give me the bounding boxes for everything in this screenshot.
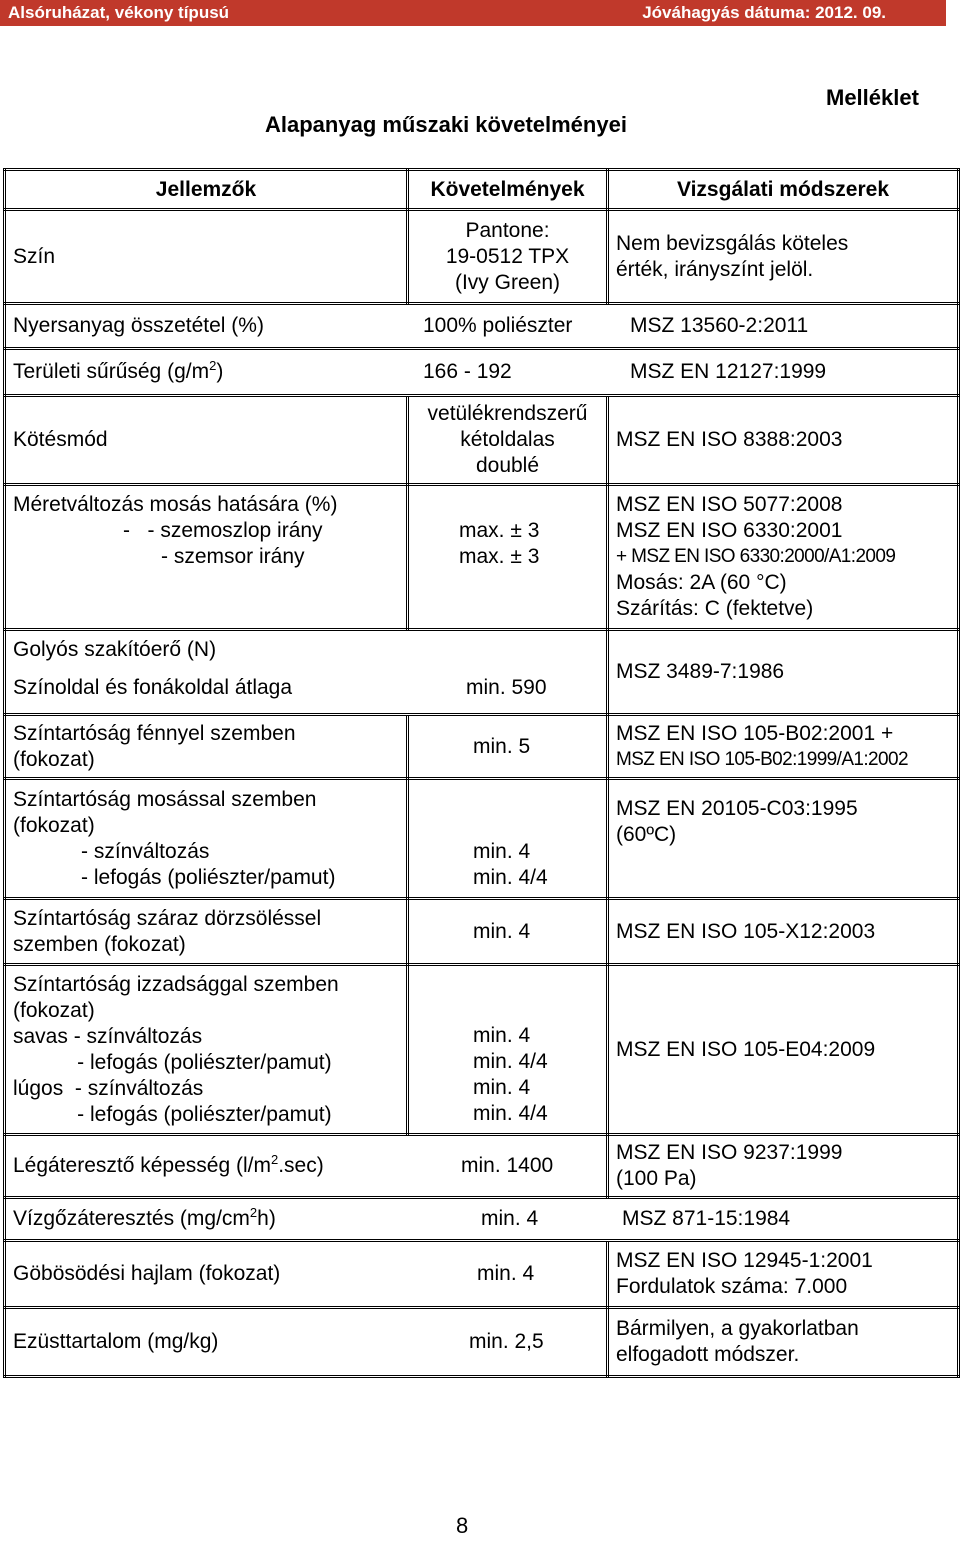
annex-label: Melléklet [826,85,919,110]
method-cell: MSZ EN ISO 105-B02:2001 + MSZ EN ISO 105-B02:1999/A1:2002 [608,715,959,779]
property-cell: Területi sűrűség $(g/m^2)$ [13,358,224,383]
requirement-cell: min. 4 [481,1207,539,1230]
method-cell: MSZ EN 12127:1999 [630,360,827,383]
property-cell: Vízgőzáteresztés $(mg/cm^2h)$ [13,1205,276,1230]
requirement-cell: min. 4 [477,1262,535,1285]
page-title: Alapanyag műszaki követelményei [265,112,627,137]
requirement-cell: min. 4 min. 4/4 [408,779,608,899]
requirement-cell: 100% poliészter [423,314,573,337]
table-row-bursting-strength [5,630,959,715]
header-approval-date: Jóváhagyás dátuma: 2012. 09. [642,3,886,22]
method-cell: MSZ EN ISO 9237:1999 (100 Pa) [608,1135,959,1198]
property-cell: Színtartóság száraz dörzsöléssel szemben (fokozat) [5,899,408,965]
property-cell: Méretváltozás mosás hatására (%) - - szemoszlop irány - szemsor irány [5,485,408,630]
property-cell: Színtartóság izzadsággal szemben (fokozat) savas - színváltozás - lefogás (poliészter/pamut) lúgos - színváltozás - lefogás (poliészter/pamut) [5,965,408,1135]
method-cell: MSZ EN ISO 5077:2008 MSZ EN ISO 6330:2001 + MSZ EN ISO 6330:2000/A1:2009 Mosás: 2A (60 °C) Szárítás: C (fektetve) [608,485,959,630]
table-header-row [5,170,959,210]
method-cell: MSZ EN 20105-C03:1995 (60ºC) [608,779,959,899]
table-row-silver-content [5,1308,959,1377]
requirement-cell: min. 1400 [461,1154,554,1177]
table-row-composition [5,304,959,349]
requirement-cell: min. 2,5 [469,1330,544,1353]
property-cell: Göbösödési hajlam (fokozat) min. 4 [5,1241,608,1308]
method-cell: Bármilyen, a gyakorlatban elfogadott módszer. [608,1308,959,1377]
method-cell: MSZ EN ISO 105-X12:2003 [608,899,959,965]
table-row-water-vapour [5,1198,959,1241]
header-document-title: Alsóruházat, vékony típusú [8,3,230,22]
property-cell: Színtartóság fénnyel szemben (fokozat) [5,715,408,779]
table-row-wash-fastness [5,779,959,899]
requirements-table [3,168,960,1378]
requirement-cell: min. 590 [466,676,547,699]
table-row-rub-fastness [5,899,959,965]
property-cell: Szín [5,210,408,304]
property-cell: Színtartóság mosással szemben (fokozat) - színváltozás - lefogás (poliészter/pamut) [5,779,408,899]
table-row-pilling [5,1241,959,1308]
property-cell: Golyós szakítóerő (N) Színoldal és fonákoldal átlaga min. 590 [5,630,608,715]
method-cell: Nem bevizsgálás köteles érték, irányszínt jelöl. [608,210,959,304]
method-cell: MSZ 3489-7:1986 [608,630,959,715]
requirement-cell: min. 4 [408,899,608,965]
table-row-light-fastness [5,715,959,779]
property-cell: Légáteresztő képesség $(l/m^2.\sec)$ min. 1400 [5,1135,608,1198]
density-row-cell [5,349,959,396]
column-header-requirements: Követelmények [408,170,608,210]
column-header-test-methods: Vizsgálati módszerek [608,170,959,210]
property-cell: Nyersanyag összetétel (%) [13,314,264,337]
table-row-areal-density [5,349,959,396]
requirement-cell: max. ± 3 max. ± 3 [408,485,608,630]
method-cell: MSZ 13560-2:2011 [630,314,809,337]
table-row-dimensional-change [5,485,959,630]
method-cell: MSZ EN ISO 105-E04:2009 [608,965,959,1135]
table-row-air-permeability [5,1135,959,1198]
property-cell: Ezüsttartalom (mg/kg) min. 2,5 [5,1308,608,1377]
method-cell: MSZ EN ISO 8388:2003 [608,396,959,485]
table-row-knit-type [5,396,959,485]
table-row-perspiration-fastness [5,965,959,1135]
requirement-cell: 166 - 192 [423,360,512,383]
method-cell: MSZ EN ISO 12945-1:2001 Fordulatok száma: 7.000 [608,1241,959,1308]
column-header-properties: Jellemzők [5,170,408,210]
requirement-cell: min. 4 min. 4/4 min. 4 min. 4/4 [408,965,608,1135]
property-cell: Kötésmód [5,396,408,485]
composition-row-cell [5,304,959,349]
document-header-bar [0,0,946,26]
table-row-color [5,210,959,304]
requirement-cell: Pantone: 19-0512 TPX (Ivy Green) [408,210,608,304]
page-number: 8 [456,1513,469,1538]
method-cell: MSZ 871-15:1984 [622,1207,791,1230]
vapour-row-cell [5,1198,959,1241]
requirement-cell: min. 5 [408,715,608,779]
requirement-cell: vetülékrendszerű kétoldalas doublé [408,396,608,485]
